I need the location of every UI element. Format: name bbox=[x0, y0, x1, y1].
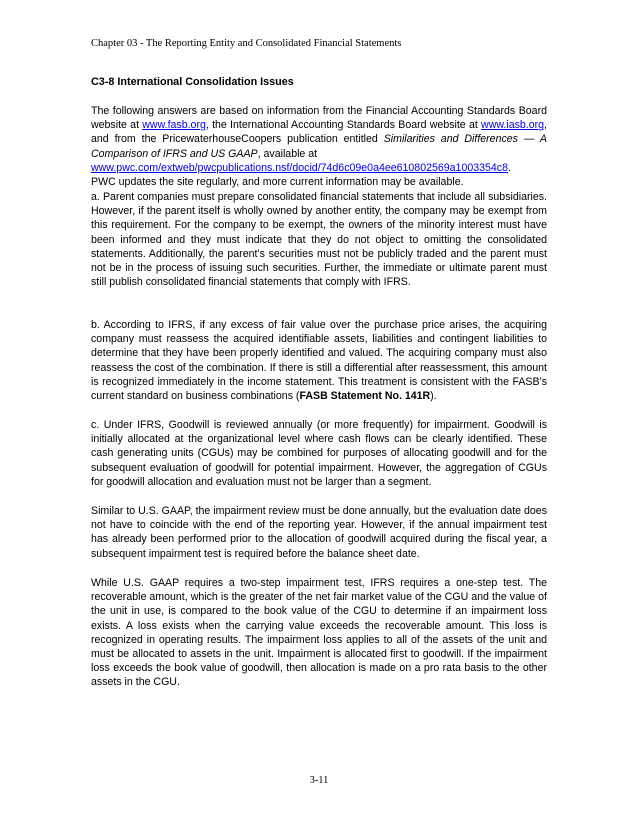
fasb-statement-ref: FASB Statement No. 141R bbox=[299, 390, 431, 403]
paragraph-d: Similar to U.S. GAAP, the impairment review must be done annually, but the evaluation date does not have to coincide with the end of the reporting year. However, if the annual impairment test has already been performed prior to the allocation of goodwill acquired during the fiscal year, a subsequent impairment test is required before the balance sheet date. bbox=[91, 505, 547, 560]
fasb-link[interactable]: www.fasb.org bbox=[142, 119, 206, 132]
paragraph-a: a. Parent companies must prepare consolidated financial statements that include all subsidiaries. However, if the parent itself is wholly owned by another entity, the company may be exempt from this requirement. For the company to be exempt, the owners of the minority interest must have been informed and they must indicate that they do not object to omitting the consolidated statements. Additionally, the parent’s securities must not be publicly traded and the parent must not be in the process of issuing such securities. Further, the immediate or ultimate parent must still publish consolidated financial statements that comply with IFRS. bbox=[91, 191, 547, 289]
intro-text-4: , available at bbox=[257, 147, 318, 160]
paragraph-c: c. Under IFRS, Goodwill is reviewed annually (or more frequently) for impairment. Goodwill is initially allocated at the organizational level where cash flows can be clearly identified. These cash generating units (CGUs) may be combined for purposes of allocating goodwill and for the subsequent evaluation of goodwill for potential impairment. However, the aggregation of CGUs for goodwill allocation and evaluation must not be larger than a segment. bbox=[91, 419, 547, 488]
publication-title: Similarities and Differences — A Comparison of IFRS and US GAAP bbox=[91, 133, 547, 160]
iasb-link[interactable]: www.iasb.org bbox=[481, 119, 545, 132]
intro-paragraph bbox=[91, 104, 547, 189]
intro-text-3: , and from the PricewaterhouseCoopers publication entitled bbox=[91, 119, 547, 146]
running-header: Chapter 03 - The Reporting Entity and Consolidated Financial Statements bbox=[91, 38, 402, 49]
intro-text-6: PWC updates the site regularly, and more current information may be available. bbox=[91, 176, 464, 189]
page-number: 3-11 bbox=[309, 775, 329, 786]
paragraph-b bbox=[91, 318, 547, 403]
intro-text-5: . bbox=[507, 161, 511, 174]
paragraph-b-end: ). bbox=[430, 390, 437, 403]
intro-text-1: The following answers are based on information from the Financial Accounting Standards Board website at bbox=[91, 105, 547, 132]
pwc-link[interactable]: www.pwc.com/extweb/pwcpublications.nsf/docid/74d6c09e0a4ee610802569a1003354c8 bbox=[91, 161, 508, 174]
paragraph-e: While U.S. GAAP requires a two-step impairment test, IFRS requires a one-step test. The recoverable amount, which is the greater of the net fair market value of the CGU and the value of the unit in use, is compared to the book value of the CGU to determine if an impairment loss exists. A loss exists when the carrying value exceeds the recoverable amount. This loss is recognized in operating results. The impairment loss applies to all of the assets of the unit and must be allocated to assets in the unit. Impairment is allocated first to goodwill. If the impairment loss exceeds the book value of goodwill, then allocation is made on a pro rata basis to the other assets in the CGU. bbox=[91, 577, 547, 689]
intro-text-2: , the International Accounting Standards Board website at bbox=[205, 119, 482, 132]
paragraph-b-text: b. According to IFRS, if any excess of fair value over the purchase price arises, the acquiring company must reassess the acquired identifiable assets, liabilities and contingent liabilities to determine that they have been properly identified and valued. The acquiring company must also reassess the cost of the combination. If there is still a differential after reassessment, this amount is recognized immediately in the income statement. This treatment is consistent with the FASB’s current standard on business combinations ( bbox=[91, 319, 547, 403]
section-title: C3-8 International Consolidation Issues bbox=[91, 76, 294, 88]
